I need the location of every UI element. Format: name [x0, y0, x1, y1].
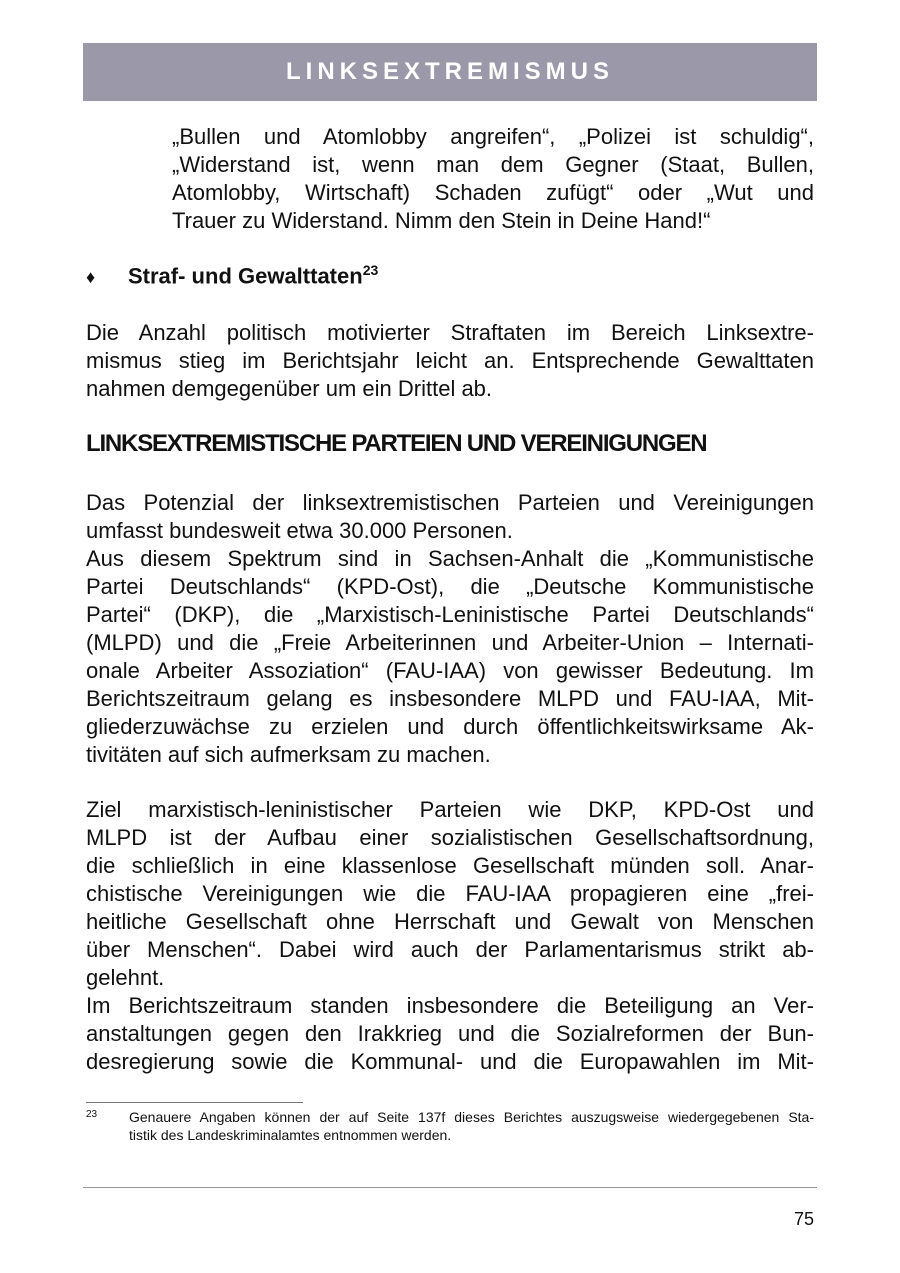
footer-divider [83, 1187, 817, 1188]
text-line: tivitäten auf sich aufmerksam zu machen. [86, 742, 491, 767]
text-line: heitliche Gesellschaft ohne Herrschaft und Gewalt von Menschen [86, 909, 814, 934]
paragraph [86, 796, 814, 1076]
text-line: Berichtszeitraum gelang es insbesondere MLPD und FAU-IAA, Mit- [86, 686, 814, 711]
text-line: chistische Vereinigungen wie die FAU-IAA propagieren eine „frei- [86, 881, 814, 906]
text-line: „Widerstand ist, wenn man dem Gegner (Staat, Bullen, [172, 152, 814, 177]
text-line: Partei Deutschlands“ (KPD-Ost), die „Deutsche Kommunistische [86, 574, 814, 599]
subheading-text: Straf- und Gewalttaten [128, 263, 363, 289]
text-line: Atomlobby, Wirtschaft) Schaden zufügt“ oder „Wut und [172, 180, 814, 205]
text-line: nahmen demgegenüber um ein Drittel ab. [86, 376, 493, 401]
text-line: Die Anzahl politisch motivierter Straftaten im Bereich Linksextre- [86, 320, 814, 345]
text-line: „Bullen und Atomlobby angreifen“, „Polizei ist schuldig“, [172, 124, 814, 149]
text-line: Ziel marxistisch-leninistischer Parteien wie DKP, KPD-Ost und [86, 797, 814, 822]
text-line: MLPD ist der Aufbau einer sozialistischen Gesellschaftsordnung, [86, 825, 814, 850]
text-line: gelehnt. [86, 965, 165, 990]
footnote-line: Genauere Angaben können der auf Seite 137f dieses Berichtes auszugsweise wiedergegebenen Sta- [129, 1109, 814, 1125]
text-line: Trauer zu Widerstand. Nimm den Stein in Deine Hand!“ [172, 208, 711, 233]
text-line: Das Potenzial der linksextremistischen Parteien und Vereinigungen [86, 490, 814, 515]
text-line: gliederzuwächse zu erzielen und durch öffentlichkeitswirksame Ak- [86, 714, 814, 739]
paragraph [86, 489, 814, 769]
chapter-header [83, 43, 817, 101]
text-line: die schließlich in eine klassenlose Gesellschaft münden soll. Anar- [86, 853, 814, 878]
text-line: umfasst bundesweit etwa 30.000 Personen. [86, 518, 513, 543]
footnote-line: tistik des Landeskriminalamtes entnommen werden. [129, 1127, 452, 1143]
text-line: Im Berichtszeitraum standen insbesondere die Beteiligung an Ver- [86, 993, 814, 1018]
section-heading: LINKSEXTREMISTISCHE PARTEIEN UND VEREINIGUNGEN [86, 430, 707, 457]
text-line: über Menschen“. Dabei wird auch der Parlamentarismus strikt ab- [86, 937, 814, 962]
text-line: Partei“ (DKP), die „Marxistisch-Leninistische Partei Deutschlands“ [86, 602, 814, 627]
quote-block [172, 123, 814, 235]
text-line: anstaltungen gegen den Irakkrieg und die Sozialreformen der Bun- [86, 1021, 814, 1046]
text-line: desregierung sowie die Kommunal- und die Europawahlen im Mit- [86, 1049, 814, 1074]
footnote-divider [86, 1102, 303, 1103]
footnote-number: 23 [86, 1109, 98, 1120]
subheading [86, 262, 378, 289]
chapter-title: LINKSEXTREMISMUS [285, 58, 614, 85]
text-line: Aus diesem Spektrum sind in Sachsen-Anhalt die „Kommunistische [86, 546, 814, 571]
text-line: (MLPD) und die „Freie Arbeiterinnen und Arbeiter-Union – Internati- [86, 630, 814, 655]
footnote-ref: 23 [362, 262, 379, 278]
page-number: 75 [793, 1209, 814, 1229]
footnote-text [129, 1108, 814, 1144]
text-line: onale Arbeiter Assoziation“ (FAU-IAA) von gewisser Bedeutung. Im [86, 658, 814, 683]
text-line: mismus stieg im Berichtsjahr leicht an. Entsprechende Gewalttaten [86, 348, 814, 373]
paragraph [86, 319, 814, 403]
diamond-bullet-icon: ♦ [86, 267, 96, 288]
